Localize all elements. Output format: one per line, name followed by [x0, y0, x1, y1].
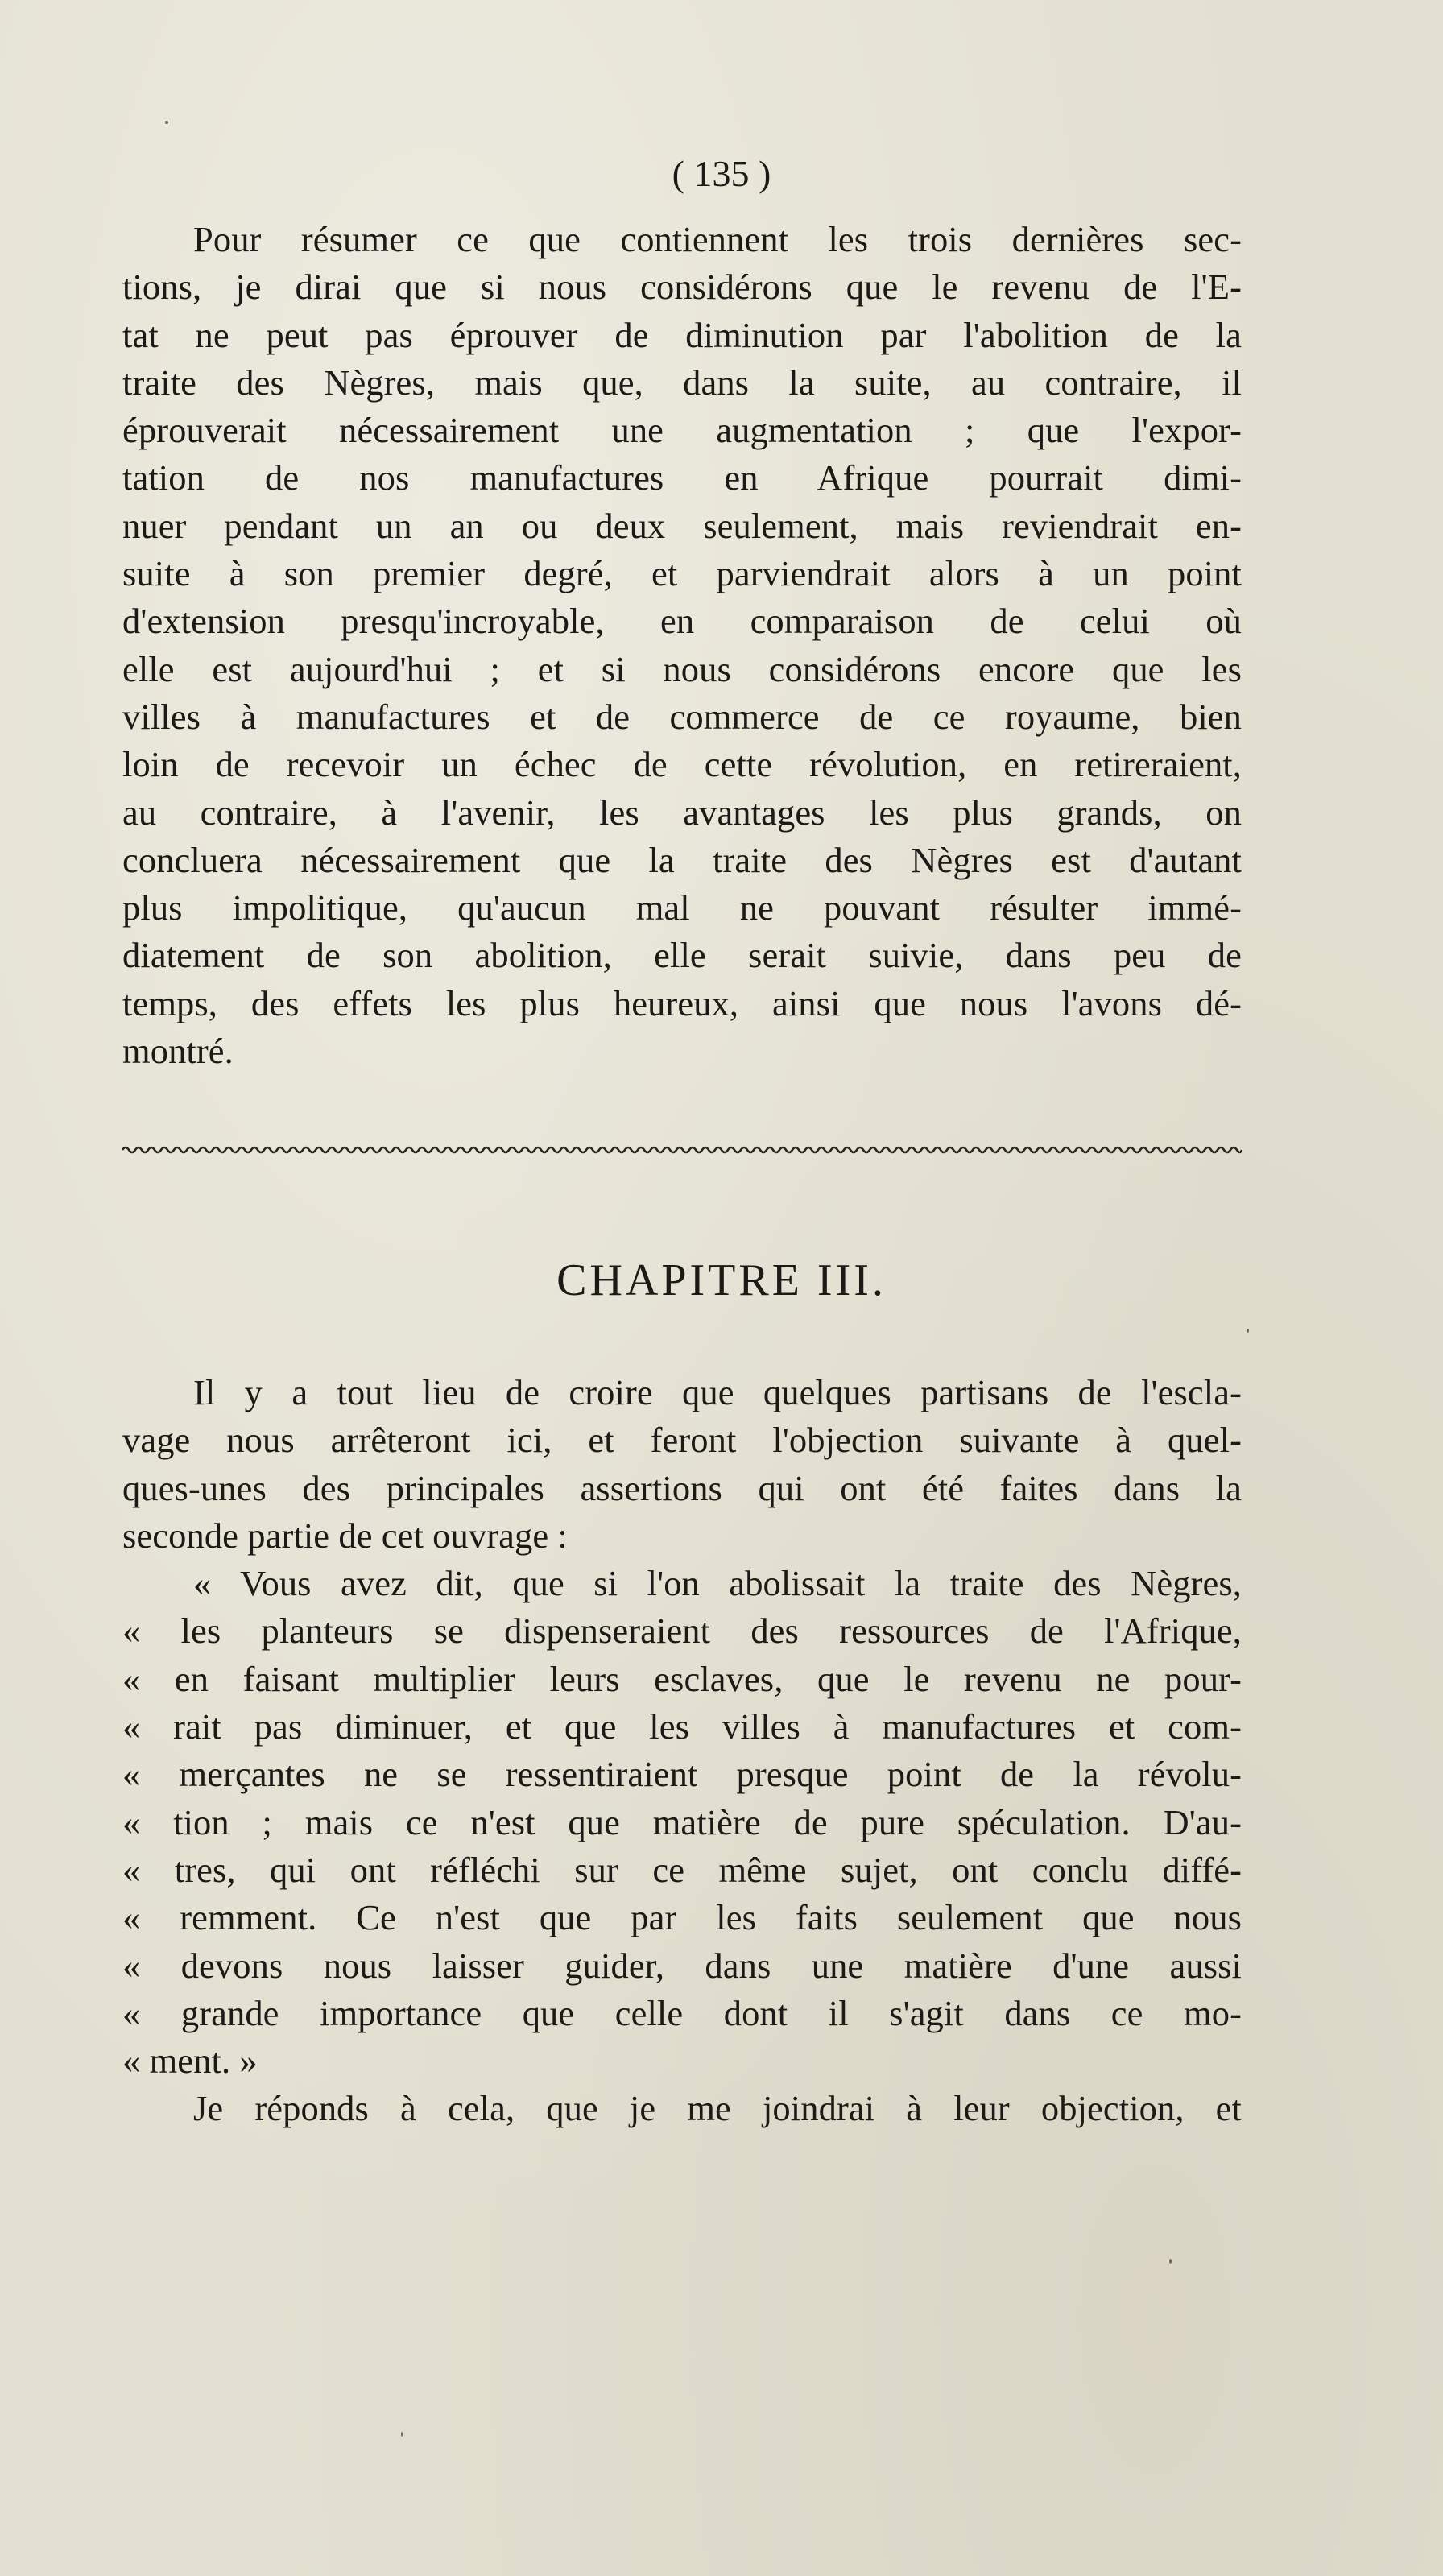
- quote-line: « grande importance que celle dont il s'agit dans ce mo-: [122, 1992, 1242, 2033]
- text-line: tat ne peut pas éprouver de diminution par l'abolition de la: [122, 314, 1242, 355]
- text-line: Je réponds à cela, que je me joindrai à leur objection, et: [193, 2088, 1242, 2129]
- text-line: tation de nos manufactures en Afrique pourrait dimi-: [122, 457, 1242, 498]
- quote-line: « les planteurs se dispenseraient des ressources de l'Afrique,: [122, 1611, 1242, 1652]
- text-line: au contraire, à l'avenir, les avantages les plus grands, on: [122, 792, 1242, 833]
- text-line: suite à son premier degré, et parviendrait alors à un point: [122, 553, 1242, 594]
- text-line: seconde partie de cet ouvrage :: [122, 1515, 568, 1556]
- text-line: diatement de son abolition, elle serait suivie, dans peu de: [122, 935, 1242, 976]
- paper-speck: [1169, 2259, 1172, 2264]
- quote-line: « tres, qui ont réfléchi sur ce même sujet, ont conclu diffé-: [122, 1849, 1242, 1890]
- text-line: elle est aujourd'hui ; et si nous considérons encore que les: [122, 648, 1242, 689]
- text-line: tions, je dirai que si nous considérons que le revenu de l'E-: [122, 267, 1242, 308]
- quote-line: « ment. »: [122, 2041, 258, 2082]
- paper-speck: [165, 121, 168, 124]
- text-line: concluera nécessairement que la traite des Nègres est d'autant: [122, 839, 1242, 880]
- quote-line: « remment. Ce n'est que par les faits seulement que nous: [122, 1897, 1242, 1938]
- quote-line: « tion ; mais ce n'est que matière de pure spéculation. D'au-: [122, 1801, 1242, 1842]
- quote-line: « devons nous laisser guider, dans une matière d'une aussi: [122, 1945, 1242, 1986]
- page-number: ( 135 ): [672, 153, 771, 194]
- text-line: temps, des effets les plus heureux, ainsi que nous l'avons dé-: [122, 982, 1242, 1023]
- text-line: vage nous arrêteront ici, et feront l'objection suivante à quel-: [122, 1420, 1242, 1461]
- paper-speck: [401, 2432, 403, 2437]
- text-line: Il y a tout lieu de croire que quelques partisans de l'escla-: [193, 1372, 1242, 1412]
- paragraph-objection: [122, 1369, 1242, 2133]
- paragraph-summary: [122, 216, 1242, 1075]
- text-line: ques-unes des principales assertions qui ont été faites dans la: [122, 1467, 1242, 1508]
- quote-line: « en faisant multiplier leurs esclaves, que le revenu ne pour-: [122, 1658, 1242, 1699]
- text-line: traite des Nègres, mais que, dans la suite, au contraire, il: [122, 362, 1242, 403]
- text-line: montré.: [122, 1031, 234, 1072]
- chapter-heading: CHAPITRE III.: [556, 1255, 887, 1305]
- text-line: plus impolitique, qu'aucun mal ne pouvant résulter immé-: [122, 887, 1242, 928]
- quote-line: « Vous avez dit, que si l'on abolissait la traite des Nègres,: [193, 1563, 1242, 1604]
- quote-line: « merçantes ne se ressentiraient presque point de la révolu-: [122, 1754, 1242, 1795]
- text-line: Pour résumer ce que contiennent les trois dernières sec-: [193, 219, 1242, 259]
- quote-line: « rait pas diminuer, et que les villes à manufactures et com-: [122, 1706, 1242, 1747]
- text-line: villes à manufactures et de commerce de ce royaume, bien: [122, 696, 1242, 737]
- text-line: nuer pendant un an ou deux seulement, mais reviendrait en-: [122, 505, 1242, 546]
- text-line: d'extension presqu'incroyable, en comparaison de celui où: [122, 601, 1242, 642]
- text-line: loin de recevoir un échec de cette révolution, en retireraient,: [122, 744, 1242, 785]
- paper-speck: [1247, 1329, 1249, 1333]
- text-line: éprouverait nécessairement une augmentation ; que l'expor-: [122, 410, 1242, 451]
- ornamental-rule: [122, 1145, 1242, 1155]
